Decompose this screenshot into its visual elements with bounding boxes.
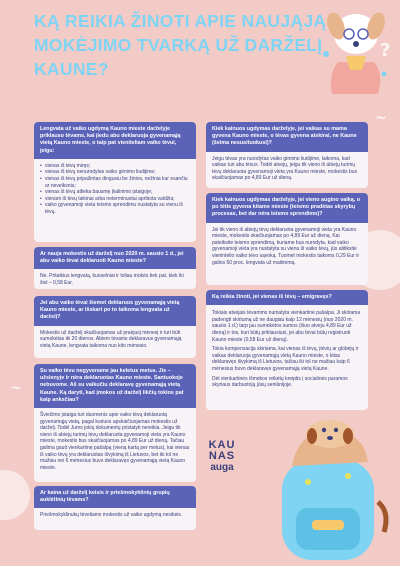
paragraph: Tokiais atvejais tėvamms numatyta vienkartinė pašalpa. Ji skiriama padengti skirtumą už ne daugiau kaip 12 mėnesių (nuo 2020 m. sausio 1 d.) tarp jau sumokėtos sumos (šiuo atveju 4,89 Eur už dieną) ir tos, kuri būtų priklausiusi, jei abu tėvai būtų registruoti Kauno mieste (0,58 Eur už dieną).	[212, 310, 361, 343]
info-card-unmarried	[206, 122, 368, 188]
paragraph: Dėl vienkartinės išmokos reikėtų kreiptis į socialinės paramos skyriaus darbuotojų jūsų seniūnijoje.	[212, 375, 348, 389]
decor-squiggle-icon: ~	[375, 110, 387, 126]
list-item: • vaiko gyvenamoji vieta teismo sprendimu nustatyta su vienu iš tėvų.	[40, 202, 190, 215]
kaunas-auga-logo	[204, 440, 240, 484]
card-body	[206, 305, 368, 396]
page-title: KĄ REIKIA ŽINOTI APIE NAUJĄJĄ MOKĖJIMO TVARKĄ UŽ DARŽELĮ KAUNE?	[34, 11, 327, 79]
info-card-benefit	[34, 122, 196, 242]
card-heading: Ar nauja mokestis už darželį nuo 2020 m. sausio 1 d., jei abu vaiko tėvai deklaruoti Kauno mieste?	[34, 247, 196, 269]
decor-dot	[0, 470, 30, 520]
info-card-emigrated	[206, 290, 368, 410]
card-body	[34, 159, 196, 220]
list-item: • vienas iš tėvų miręs;	[40, 163, 190, 170]
list-item: • vienas iš tėvų atlieka bausmę įkalinimo įstaigoje;	[40, 189, 190, 196]
card-body: Priešmokyklinukų tėveliams mokestis už vaiko ugdymą nesikeis.	[40, 512, 183, 519]
backpack-dog-illustration-icon	[268, 412, 396, 562]
info-card-declaration	[34, 296, 196, 358]
card-body: Mokestis už darželį skaičiuojamas už praėjusį mėnesį ir turi būti sumokėtas iki 20 dienos. Abiem tėvams deklaravus gyvenamąją vietą Kaune, lengvata taikoma nuo kito mėnesio.	[40, 329, 182, 349]
card-body: Jei tik vieno iš abiejų tėvų deklaruota gyvenamoji vieta yra Kauno mieste, mokestis skaičiuojamas po 4,89 Eur už dieną. Kai pateiksite teismo sprendimą, kuriame bus nurodyta, kad vaiko gyvenamoji vieta yra nustatyta su vienu iš vaiko tėvų, jūs atitiksite vienintelio vaiko tėvo sąvoką. Tuomet mokestis taikoms 0,29 Eur ir galios 50 proc. lengvata už maitinimą.	[212, 226, 360, 266]
list-item: • vienas iš tėvų nenurodytas vaiko gimimo liudijime;	[40, 169, 190, 176]
card-heading: Su vaiko tėvu negyvename jau keletus metus. Jis – užsienyje ir nėra deklaruotas Kauno mieste. Santuokoje nebuvome. Aš su vaikučiu deklaravę gyvenamąją vietą Kaune. Ką daryti, kad įmokos už darželį likčių tokios pat kaip anksčiau?	[34, 364, 196, 408]
info-card-single-parent	[34, 364, 196, 482]
list-item: • vienam iš tėvų laikinai arba neterminuotai apribota valdžia;	[40, 196, 190, 203]
decor-squiggle-icon: ~	[10, 380, 22, 396]
card-heading: Jei abu vaiko tėvai šiemet deklaruos gyvenamąją vietą Kauno mieste, ar išskart po to taikoma lengvata už darželį?	[34, 296, 196, 326]
benefit-list	[40, 163, 190, 216]
logo-line: auga	[210, 462, 234, 473]
card-body: Jeigu tėvas yra nurodytas vaiko gimimo liudijime, laikoma, kad vaikas turi abu tėvus. Todėl atvejų, jeigu tik vieno iš abiejų turimų tėvų deklaruota gyvenamoji vieta yra Kauno mieste, mokestis bus skaičiuojamas po 4,89 Eur už dieną.	[212, 155, 358, 182]
logo-line: NAS	[208, 450, 236, 462]
decor-squiggle-icon: ?	[380, 40, 391, 61]
paragraph: Tokia kompensacija skiriama, kai vienas iš tėvų, įtėvių ar globėjų ir vaikas deklaruoja gyvenamąją vietą Kauno mieste, o kitas deklaravęs išvykimą iš Lietuvos, tačiau iki tol ne mažiau kaip 6 mėnesius buvo deklaravęs gyvenamąją vietą Kaune.	[212, 346, 359, 372]
info-card-preschool	[34, 486, 196, 530]
card-body: Ne. Pritaikius lengvatą, kuoselniai ir toliau mokės tiek pat, kiek iki šiol – 0,58 Eur.	[40, 273, 184, 286]
card-heading: Ką reikia žinoti, jei vienas iš tėvų – emigravęs?	[206, 290, 368, 305]
dog-illustration-icon	[318, 4, 394, 100]
card-heading: Kiek kainuos ugdymas darželyje, jei vaikas su mama gyvena Kauno mieste, o tėvas gyvena atskirai, ne Kaune (šeima nesusituokusi)?	[206, 122, 368, 152]
card-heading: Kiek kainuos ugdymas darželyje, jei vieno augino vaiką, o po tėtis gyvena kitame mieste (teismo pradėtas skyrybų procesas, bet dar nėra teismo sprendimo)?	[206, 193, 368, 223]
logo-line: KAU	[208, 439, 236, 451]
info-card-fee-change	[34, 247, 196, 289]
card-heading: Ar kaina už darželį keisis ir priešmokyklinių grupių auklėtinių tėvams?	[34, 486, 196, 508]
info-card-divorce	[206, 193, 368, 285]
card-body: Šviečimo įstaiga turi duomenis apie vaiko tėvų deklaruotą gyvenamąją vietą, pagal kuriuos apskaičiuojamas mokestis už darželį. Todėl Jums jokių dokumentų pristatyti nereikia. Jeigu tik vieno iš abiejų turimų tėvų deklaruota gyvenamoji vieta yra Kauno mieste, mokestis bus skaičiuojamas po 4,89 Eur už dieną. Tačiau galima gauti vienkartinę pašalpą (vieną kartą per metus), kai vienas iš vaiko tėvų yra deklaruotas išvykimą iš Lietuvos, bet iki tol ne mažiau nei 6 mėnesius buvo deklaravęs gyvenamąją vietą Kauno mieste.	[40, 412, 190, 471]
card-heading: Lengvata už vaiko ugdymą Kauno mieste darželyje priklauso tėvams, kai jiedu abu deklaruoja gyvenamąją vietą Kauno mieste, o taip pat vieniteliam vaiko tėvui, jeigu:	[34, 122, 196, 159]
list-item: • vienas iš tėvų pripažintas dingusiu be žinios, nežinia kur esančiu ar neveiksniu;	[40, 176, 190, 189]
